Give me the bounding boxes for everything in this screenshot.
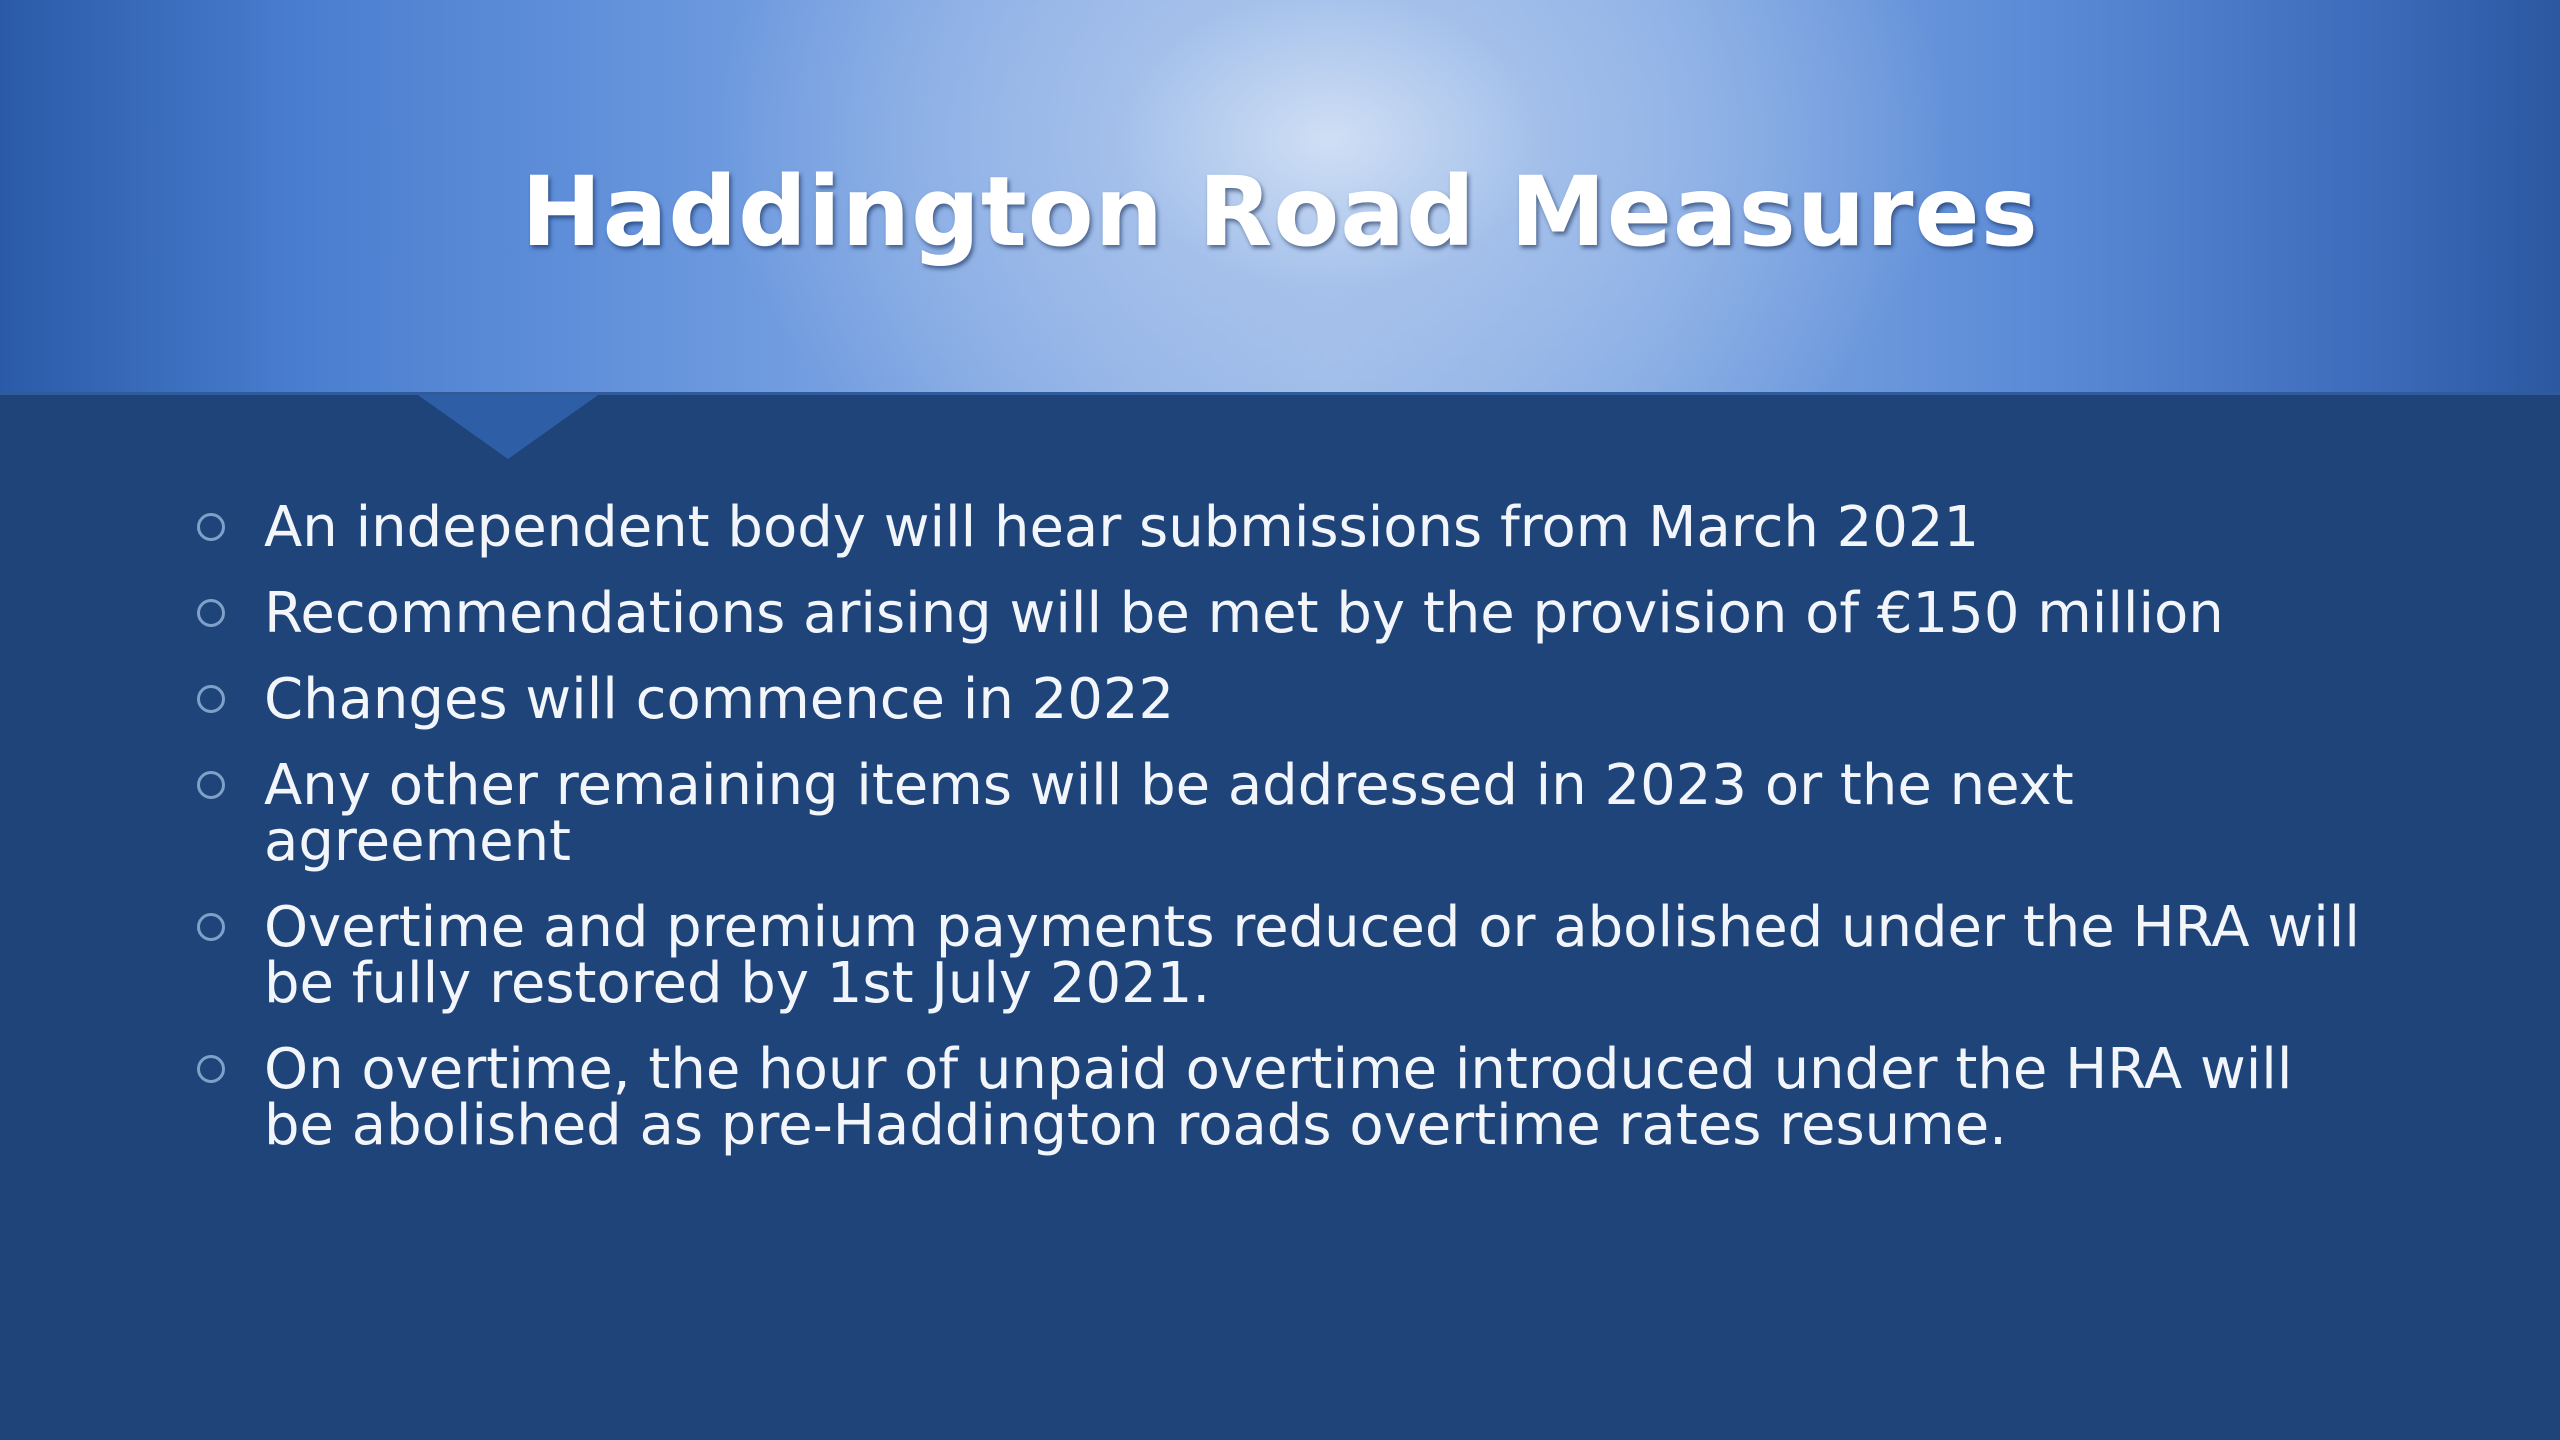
bullet-text: Overtime and premium payments reduced or abolished under the HRA will be fully restored by 1st July 2021. xyxy=(264,895,2360,1016)
bullet-item xyxy=(190,1037,2370,1158)
bullet-circle-icon xyxy=(197,513,225,541)
banner-notch xyxy=(418,395,598,459)
bullet-circle-icon xyxy=(197,685,225,713)
bullet-circle-icon xyxy=(197,913,225,941)
bullet-item xyxy=(190,753,2370,874)
bullet-circle-icon xyxy=(197,1055,225,1083)
bullet-text: Changes will commence in 2022 xyxy=(264,667,1175,732)
bullet-item xyxy=(190,495,2370,560)
bullet-item xyxy=(190,895,2370,1016)
bullet-list xyxy=(190,495,2370,1184)
bullet-text: Recommendations arising will be met by the provision of €150 million xyxy=(264,581,2224,646)
bullet-text: An independent body will hear submissions from March 2021 xyxy=(264,495,1980,560)
bullet-text: Any other remaining items will be addressed in 2023 or the next agreement xyxy=(264,753,2074,874)
slide-title: Haddington Road Measures xyxy=(521,156,2039,268)
bullet-text: On overtime, the hour of unpaid overtime introduced under the HRA will be abolished as pre-Haddington roads overtime rates resume. xyxy=(264,1037,2293,1158)
bullet-circle-icon xyxy=(197,599,225,627)
title-banner xyxy=(0,0,2560,395)
bullet-item xyxy=(190,581,2370,646)
bullet-circle-icon xyxy=(197,771,225,799)
bullet-item xyxy=(190,667,2370,732)
